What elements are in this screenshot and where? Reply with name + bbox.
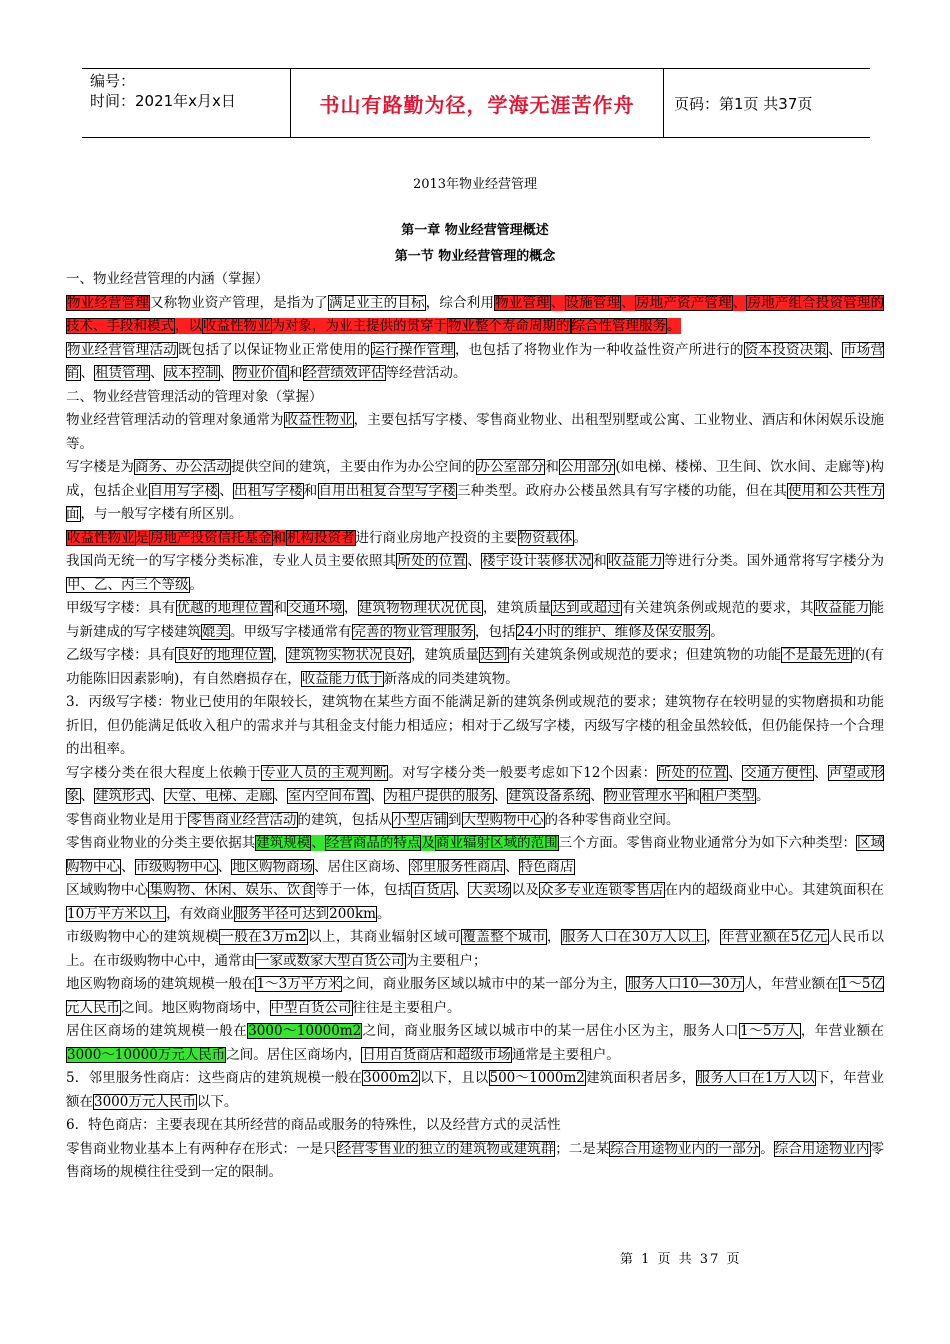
- text-run: 一般在3万m2: [220, 929, 307, 945]
- text-run: ；二是某: [555, 1140, 610, 1157]
- text-run: 达到或超过: [552, 600, 621, 616]
- text-run: 的(有功能陈旧因素影响)，有自然磨损存在，: [66, 647, 885, 687]
- paragraph: [66, 926, 884, 973]
- text-run: ，建筑质量: [482, 600, 552, 616]
- text-run: 租赁管理: [95, 365, 149, 381]
- text-run: 提供空间的建筑，主要由作为办公空间的: [231, 459, 476, 475]
- text-run: 日用百货商店和超级市场: [362, 1046, 511, 1063]
- text-run: 和: [686, 788, 700, 804]
- text-run: 居住区商场的建筑规模一般在: [66, 1023, 248, 1039]
- text-run: 建筑设备系统: [508, 788, 589, 804]
- text-run: 一家或数家大型百货公司: [256, 952, 405, 969]
- text-run: 、: [493, 788, 507, 804]
- text-run: 物业经营管理: [67, 294, 150, 311]
- text-run: 以下，且以: [419, 1070, 489, 1086]
- text-run: 甲、乙、丙三个等级: [67, 576, 189, 593]
- text-run: 有关建筑条例或规范的要求；但建筑物的功能: [508, 647, 782, 663]
- text-run: 为对象，为业主提供的贯穿于: [271, 318, 447, 334]
- text-run: 服务人口10—30万: [627, 976, 744, 992]
- text-run: 、: [370, 788, 384, 804]
- paragraph: [66, 762, 884, 809]
- text-run: 收益性物业: [67, 529, 135, 546]
- text-run: 大堂、电梯、走廊: [164, 788, 273, 804]
- text-run: 6．特色商店：主要表现在其所经营的商品或服务的特殊性，以及经营方式的灵活性: [66, 1117, 561, 1133]
- text-run: 所处的位置: [397, 553, 467, 569]
- paragraph: [66, 832, 884, 879]
- header-meta: [82, 69, 290, 137]
- text-run: 以下。: [196, 1093, 238, 1110]
- text-run: 集购物、休闲、娱乐、饮食: [149, 882, 315, 898]
- text-run: 进行商业房地产投资的主要: [355, 529, 518, 546]
- text-run: 收益能力低于: [301, 670, 383, 687]
- text-run: 物业经营管理活动: [67, 341, 177, 358]
- text-run: 建筑形式: [95, 788, 149, 804]
- text-run: 。甲级写字楼通常有: [230, 623, 352, 640]
- text-run: 。: [756, 788, 770, 804]
- text-run: 在内的超级商业中心。其建筑面积在: [664, 882, 885, 898]
- text-run: ，: [272, 647, 287, 663]
- text-run: 租户类型: [701, 788, 755, 804]
- text-run: 、居住区商场、: [314, 858, 409, 875]
- text-run: 、: [828, 341, 842, 358]
- text-run: ，: [547, 929, 561, 945]
- text-run: 自用写字楼: [149, 482, 219, 499]
- text-run: 5．邻里服务性商店：这些商店的建筑规模一般在: [66, 1070, 363, 1086]
- text-run: 机构投资者: [287, 529, 355, 546]
- text-run: 。: [189, 576, 203, 593]
- text-run: 、: [219, 365, 233, 381]
- text-run: 物业管理水平: [604, 788, 686, 804]
- text-run: 大卖场: [469, 882, 511, 898]
- text-run: 运行操作管理: [371, 341, 454, 358]
- text-run: 零售商业物业是用于: [66, 811, 188, 828]
- text-run: 所处的位置: [657, 764, 728, 781]
- paragraph: [66, 691, 884, 762]
- text-run: 年营业额在5亿元: [721, 929, 828, 945]
- text-run: 1～5万人: [739, 1023, 800, 1039]
- paragraph: [66, 292, 884, 339]
- text-run: 、: [590, 788, 604, 804]
- text-run: 公用部分: [560, 459, 615, 475]
- text-run: 。: [667, 318, 681, 334]
- text-run: 众多专业连锁零售店: [539, 882, 664, 898]
- paragraph: [66, 1020, 884, 1067]
- text-run: 、: [550, 294, 565, 311]
- text-run: 良好的地理位置: [176, 647, 272, 663]
- text-run: 交通环境: [288, 600, 343, 616]
- text-run: 不是最先进: [782, 647, 851, 663]
- text-run: 的建筑，包括从: [297, 811, 392, 828]
- text-run: 、: [217, 858, 231, 875]
- text-run: 1～3万平方米: [256, 976, 342, 992]
- text-run: 市级购物中心的建筑规模: [66, 929, 220, 945]
- text-run: 综合性管理服务: [571, 318, 666, 334]
- text-run: 和: [272, 529, 286, 546]
- text-run: ，主要包括写字楼、零售商业物业、出租型别墅或公寓、工业物业、酒店和休闲娱乐设施等。: [66, 412, 885, 452]
- text-run: ，与一般写字楼有所区别。: [80, 506, 243, 522]
- text-run: 物业管理: [495, 294, 550, 311]
- text-run: 收益性物业: [284, 412, 353, 428]
- text-run: 市级购物中心: [135, 858, 217, 875]
- text-run: 以及: [511, 882, 539, 898]
- text-run: 交通方便性: [743, 764, 813, 781]
- text-run: 商务、办公活动: [134, 459, 230, 475]
- text-run: 经营零售业的独立的建筑物或建筑群: [337, 1140, 555, 1157]
- text-run: 、: [311, 835, 325, 851]
- text-run: ，年营业额在: [800, 1023, 885, 1039]
- text-run: 零售商业经营活动: [188, 811, 297, 828]
- text-run: 建筑规模: [256, 835, 311, 851]
- text-run: 三个方面。零售商业物业通常分为如下六种类型：: [558, 835, 857, 851]
- text-run: 既包括了以保证物业正常使用的: [178, 341, 371, 358]
- text-run: 综合用途物业内: [774, 1140, 870, 1157]
- text-run: ，以: [175, 318, 202, 334]
- text-run: 、: [813, 764, 828, 781]
- text-run: 成本控制: [164, 365, 219, 381]
- text-run: 和: [593, 553, 607, 569]
- paragraph: [66, 973, 884, 1020]
- text-run: 经营商品的特点: [325, 835, 421, 851]
- text-run: 。: [376, 905, 391, 922]
- text-run: ，综合利用: [425, 294, 495, 311]
- text-run: ，也包括了将物业作为一种收益性资产所进行的: [455, 341, 744, 358]
- text-run: 专业人员的主观判断: [261, 764, 388, 781]
- text-run: 之间。地区购物商场中，: [121, 999, 270, 1016]
- text-run: 零售商业物业基本上有两种存在形式：一是只: [66, 1140, 337, 1157]
- text-run: 3000m2: [363, 1070, 419, 1086]
- paragraph: [66, 339, 884, 386]
- text-run: 是: [135, 529, 149, 546]
- text-run: 、: [505, 858, 519, 875]
- text-run: 甲级写字楼：具有: [66, 600, 176, 616]
- text-run: 区域购物中心: [66, 882, 149, 898]
- text-run: 地区购物商场的建筑规模一般在: [66, 976, 256, 992]
- text-run: 市场营销: [66, 341, 884, 381]
- text-run: 往往是主要租户。: [352, 999, 461, 1016]
- text-run: 、: [732, 294, 747, 311]
- text-run: (如电梯、楼梯、卫生间、饮水间、走廊等)构成，包括企业: [66, 459, 885, 499]
- text-run: ，: [706, 929, 721, 945]
- text-run: 大型购物中心: [462, 811, 544, 828]
- text-run: 和: [545, 459, 560, 475]
- text-run: 完善的物业管理服务: [352, 623, 474, 640]
- text-run: 及: [421, 835, 436, 851]
- text-run: 服务人口在30万人以上: [562, 929, 706, 945]
- text-run: 使用和公共性方面: [66, 482, 884, 522]
- paragraph: [66, 597, 884, 644]
- document-title: 2013年物业经营管理: [412, 177, 538, 192]
- text-run: 到: [448, 811, 462, 828]
- text-run: 经营绩效评估: [303, 365, 385, 381]
- text-run: 24小时的维护、维修及保安服务: [516, 623, 710, 640]
- text-run: 通常是主要租户。: [511, 1046, 620, 1063]
- text-run: ，有效商业: [166, 905, 234, 922]
- paragraph: [66, 1114, 884, 1138]
- text-run: 、: [467, 553, 482, 569]
- text-run: 收益能力: [814, 600, 870, 616]
- text-run: 楼宇设计装修状况: [482, 553, 593, 569]
- text-run: 人民币以上。在市级购物中心中，通常由: [66, 929, 885, 969]
- text-run: 资本投资决策: [744, 341, 828, 358]
- text-run: 房地产资产管理: [635, 294, 732, 311]
- paragraph: [66, 409, 884, 456]
- text-run: 。: [573, 529, 587, 546]
- header-motto: 书山有路勤为径，学海无涯苦作舟: [290, 69, 664, 137]
- text-run: 、: [621, 294, 635, 311]
- text-run: 、: [80, 365, 94, 381]
- text-run: 特色商店: [519, 858, 574, 875]
- text-run: 我国尚无统一的写字楼分类标准，专业人员主要依照其: [66, 553, 397, 569]
- text-run: 办公室部分: [476, 459, 545, 475]
- text-run: 有关建筑条例或规范的要求，其: [621, 600, 814, 616]
- text-run: 又称物业资产管理，是指为了: [150, 294, 328, 311]
- text-run: 、: [273, 788, 287, 804]
- text-run: 之间，商业服务区域以城市中的某一部分为主，: [342, 976, 627, 992]
- text-run: 二、物业经营管理活动的管理对象（掌握）: [66, 388, 323, 405]
- text-run: 10万平方米以上: [67, 905, 166, 922]
- text-run: 以上，其商业辐射区域可: [307, 929, 462, 945]
- text-run: 综合用途物业内的一部分: [610, 1140, 760, 1157]
- text-run: 覆盖整个城市: [462, 929, 547, 945]
- paragraph: [66, 268, 884, 292]
- text-run: 零售商业物业的分类主要依据其: [66, 835, 256, 851]
- text-run: 商业辐射区域的范围: [436, 835, 558, 851]
- paragraph: [66, 809, 884, 833]
- text-run: 、: [121, 858, 135, 875]
- text-run: 室内空间布置: [288, 788, 369, 804]
- text-run: ，: [343, 600, 358, 616]
- chapter-title: 第一章 物业经营管理概述: [401, 223, 549, 238]
- paragraph: [66, 644, 884, 691]
- text-run: 能与新建成的写字楼建筑: [66, 600, 885, 640]
- paragraph: [66, 879, 884, 926]
- text-run: 声望或形象: [66, 764, 885, 804]
- text-run: 建筑面积者居多，: [585, 1070, 696, 1086]
- text-run: 为主要租户；: [405, 952, 487, 969]
- time-label: 时间：2021年x月x日: [90, 92, 236, 110]
- text-run: 3．丙级写字楼：物业已使用的年限较长，建筑物在某些方面不能满足新的建筑条例或规范的要求；建筑物存在较明显的实物磨损和功能折旧，但仍能满足低收入租户的需求并与其租金支付能力相适应；相对于乙级写字楼，丙级写字楼的租金虽然较低，但仍能保持一个合理的出租率。: [66, 694, 884, 757]
- text-run: 一、物业经营管理的内涵（掌握）: [66, 271, 269, 287]
- text-run: 之间。居住区商场内，: [226, 1046, 362, 1063]
- text-run: 和: [289, 365, 303, 381]
- text-run: 收益性物业: [203, 318, 271, 334]
- text-run: ，建筑质量: [411, 647, 480, 663]
- text-run: 。: [760, 1140, 774, 1157]
- text-run: 达到: [480, 647, 508, 663]
- paragraph: [66, 550, 884, 597]
- text-run: 人，年营业额在: [744, 976, 839, 992]
- text-run: 等经营活动。: [385, 365, 467, 381]
- text-run: 邻里服务性商店: [409, 858, 504, 875]
- text-run: 自用出租复合型写字楼: [318, 482, 456, 499]
- paragraph: [66, 527, 884, 551]
- text-run: 和: [303, 482, 318, 499]
- paragraph: [66, 456, 884, 527]
- text-run: 乙级写字楼：具有: [66, 647, 176, 663]
- text-run: 500～1000m2: [489, 1070, 585, 1086]
- text-run: 。对写字楼分类一般要考虑如下12个因素：: [388, 764, 657, 781]
- text-run: 、: [219, 482, 233, 499]
- header-table: [82, 68, 870, 138]
- text-run: 下，年营业额在: [66, 1070, 885, 1110]
- text-run: 媲美: [202, 623, 229, 640]
- text-run: 、: [80, 788, 94, 804]
- page-footer: 第 1 页 共 37 页: [620, 1252, 742, 1267]
- text-run: 、: [728, 764, 743, 781]
- text-run: 房地产组合投资管理的技术、手段和模式: [66, 294, 885, 334]
- text-run: 物业整个寿命周期的: [448, 318, 570, 334]
- text-run: ，包括: [475, 623, 516, 640]
- text-run: 地区购物商场: [232, 858, 313, 875]
- text-run: 物业经营管理活动的管理对象通常为: [66, 412, 284, 428]
- paragraph: [66, 1138, 884, 1185]
- text-run: 物资载体: [518, 529, 573, 546]
- text-run: 物业价值: [234, 365, 288, 381]
- text-run: 百货店: [412, 882, 454, 898]
- text-run: 服务半径可达到200km: [234, 905, 376, 922]
- text-run: 建筑物实物状况良好: [287, 647, 411, 663]
- text-run: 中型百货公司: [270, 999, 352, 1016]
- text-run: 满足业主的目标: [328, 294, 425, 311]
- text-run: 等于一体，包括: [315, 882, 412, 898]
- text-run: 、: [150, 788, 164, 804]
- text-run: 优越的地理位置: [176, 600, 273, 616]
- number-label: 编号：: [90, 72, 136, 90]
- text-run: 3000～10000万元人民币: [67, 1046, 226, 1063]
- text-run: 零售商场的规模往往受到一定的限制。: [66, 1140, 885, 1180]
- text-run: 等进行分类。国外通常将写字楼分为: [664, 553, 885, 569]
- text-run: 设施管理: [565, 294, 621, 311]
- text-run: 收益能力: [607, 553, 664, 569]
- header-page-label: 页码：第1页 共37页: [674, 94, 813, 113]
- section-title: 第一节 物业经营管理的概念: [394, 249, 556, 264]
- text-run: 建筑物物理状况优良: [358, 600, 482, 616]
- text-run: 新落成的同类建筑物。: [383, 670, 519, 687]
- paragraph: [66, 386, 884, 410]
- text-run: 之间，商业服务区域以城市中的某一居住小区为主，服务人口: [362, 1023, 739, 1039]
- text-run: 。: [710, 623, 724, 640]
- text-run: 为租户提供的服务: [384, 788, 493, 804]
- text-run: 三种类型。政府办公楼虽然具有写字楼的功能，但在其: [457, 482, 787, 499]
- text-run: 和: [273, 600, 288, 616]
- text-run: 3000～10000m2: [248, 1023, 362, 1039]
- text-run: 房地产投资信托基金: [150, 529, 272, 546]
- text-run: 、: [454, 882, 469, 898]
- text-run: 、: [150, 365, 164, 381]
- text-run: 服务人口在1万人以: [696, 1070, 815, 1086]
- text-run: 1～5亿元人民币: [66, 976, 885, 1016]
- text-run: 小型店铺: [393, 811, 447, 828]
- text-run: 写字楼是为: [66, 459, 134, 475]
- text-run: 区域购物中心: [66, 835, 885, 875]
- text-run: 3000万元人民币: [94, 1093, 196, 1110]
- paragraph: [66, 1067, 884, 1114]
- text-run: 出租写字楼: [234, 482, 303, 499]
- text-run: 写字楼分类在很大程度上依赖于: [66, 764, 261, 781]
- text-run: 的各种零售商业空间。: [544, 811, 680, 828]
- document-body: [66, 268, 884, 1185]
